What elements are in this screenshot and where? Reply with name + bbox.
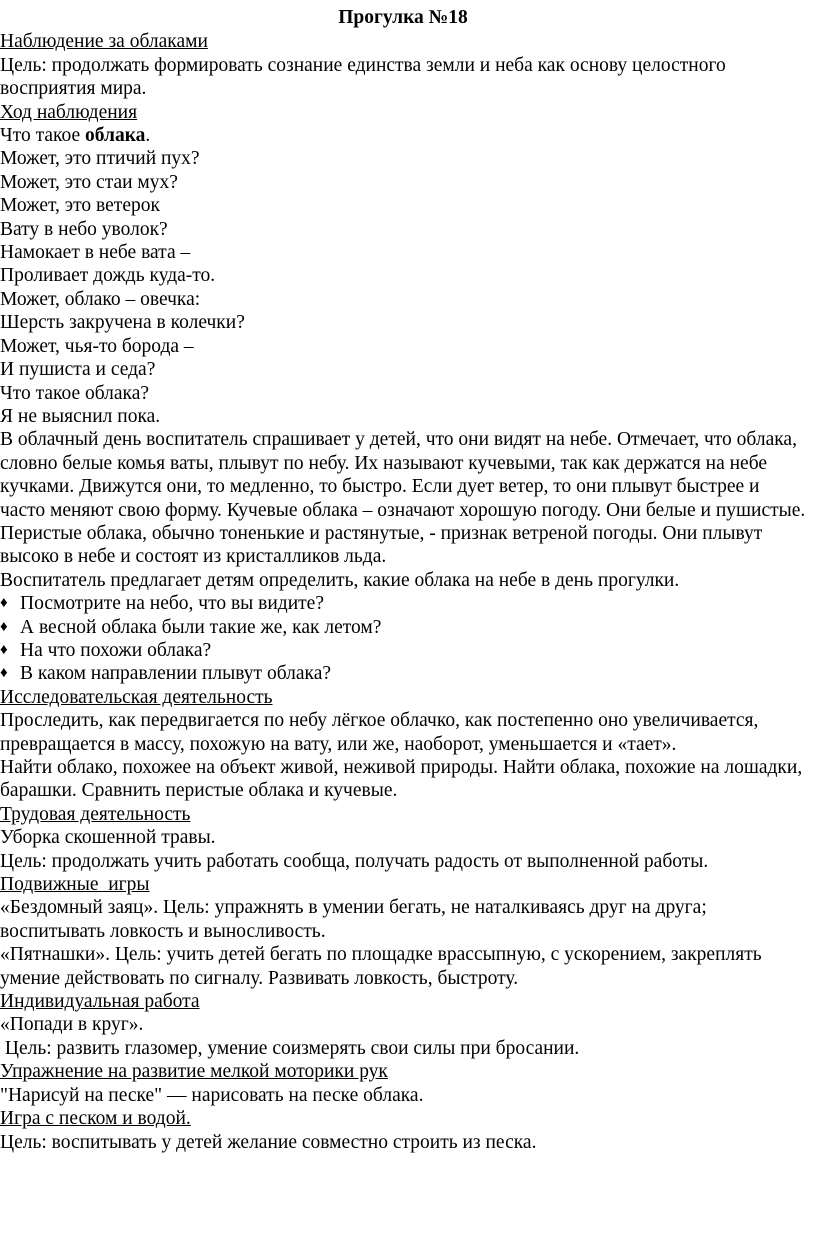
poem-line: Проливает дождь куда-то. xyxy=(0,265,216,287)
poem-line: Может, это стаи мух? xyxy=(0,171,178,193)
question-item xyxy=(0,639,806,662)
research-paragraph: Найти облако, похожее на объект живой, неживой природы. Найти облака, похожие на лошадки, барашки. Сравнить перистые облака и кучевые. xyxy=(0,757,803,802)
course-paragraph: Воспитатель предлагает детям определить, какие облака на небе в день прогулки. xyxy=(0,569,680,591)
section-heading-individual: Индивидуальная работа xyxy=(0,991,200,1013)
poem-line: Может, это ветерок xyxy=(0,195,160,217)
section-heading-research: Исследовательская деятельность xyxy=(0,686,273,708)
poem-line: Может, облако – овечка: xyxy=(0,288,201,310)
question-text: В каком направлении плывут облака? xyxy=(20,663,332,685)
research-paragraph: Проследить, как передвигается по небу лёгкое облачко, как постепенно оно увеличивается, превращается в массу, похожую на вату, или же, наоборот, уменьшается и «тает». xyxy=(0,710,759,755)
poem-line: Я не выяснил пока. xyxy=(0,405,161,427)
question-item xyxy=(0,662,806,685)
poem-first-prefix: Что такое xyxy=(0,125,85,147)
question-text: Посмотрите на небо, что вы видите? xyxy=(20,593,324,615)
question-text: На что похожи облака? xyxy=(20,639,212,661)
poem-first-bold: облака xyxy=(84,125,146,147)
page-title: Прогулка №18 xyxy=(338,7,468,28)
individual-line: «Попади в круг». xyxy=(0,1014,144,1036)
games-paragraph: «Пятнашки». Цель: учить детей бегать по площадке врассыпную, с ускорением, закреплять умение действовать по сигналу. Развивать ловкость, быстроту. xyxy=(0,944,762,989)
diamond-bullet-icon: ♦ xyxy=(0,665,8,682)
poem-line: Может, это птичий пух? xyxy=(0,148,200,170)
motor-line: "Нарисуй на песке" — нарисовать на песке облака. xyxy=(0,1084,424,1106)
games-paragraph: «Бездомный заяц». Цель: упражнять в умении бегать, не наталкиваясь друг на друга; воспитывать ловкость и выносливость. xyxy=(0,897,707,942)
observation-goal: Цель: продолжать формировать сознание единства земли и неба как основу целостного восприятия мира. xyxy=(0,54,726,100)
individual-line: Цель: развить глазомер, умение соизмерять свои силы при бросании. xyxy=(0,1037,580,1059)
poem-line: Намокает в небе вата – xyxy=(0,242,191,264)
poem-line: Может, чья-то борода – xyxy=(0,335,194,357)
sand-line: Цель: воспитывать у детей желание совместно строить из песка. xyxy=(0,1131,537,1153)
poem-line: И пушиста и седа? xyxy=(0,359,156,381)
poem-line: Вату в небо уволок? xyxy=(0,218,168,240)
question-item xyxy=(0,592,806,615)
poem-first-line xyxy=(0,124,806,147)
diamond-bullet-icon: ♦ xyxy=(0,595,8,612)
diamond-bullet-icon: ♦ xyxy=(0,641,8,658)
course-paragraph: В облачный день воспитатель спрашивает у детей, что они видят на небе. Отмечает, что облака, словно белые комья ваты, плывут по небу. Их называют кучевыми, так как держатся на небе кучками. Движутся они, то медленно, то быстро. Если дует ветер, то они плывут быстрее и часто меняют свою форму. Кучевые облака – означают хорошую погоду. Они белые и пушистые. xyxy=(0,429,806,521)
poem-first-suffix: . xyxy=(145,125,151,147)
section-heading-course: Ход наблюдения xyxy=(0,101,138,123)
section-heading-observation: Наблюдение за облаками xyxy=(0,31,208,53)
poem-line: Шерсть закручена в колечки? xyxy=(0,312,245,334)
question-text: А весной облака были такие же, как летом? xyxy=(20,616,382,638)
labor-line: Цель: продолжать учить работать сообща, получать радость от выполненной работы. xyxy=(0,850,709,872)
section-heading-games: Подвижные игры xyxy=(0,874,150,896)
question-item xyxy=(0,616,806,639)
course-paragraph: Перистые облака, обычно тоненькие и растянутые, - признак ветреной погоды. Они плывут высоко в небе и состоят из кристалликов льда. xyxy=(0,522,763,568)
diamond-bullet-icon: ♦ xyxy=(0,618,8,635)
section-heading-sand: Игра с песком и водой. xyxy=(0,1108,191,1130)
poem-line: Что такое облака? xyxy=(0,382,150,404)
section-heading-labor: Трудовая деятельность xyxy=(0,803,191,825)
section-heading-motor: Упражнение на развитие мелкой моторики рук xyxy=(0,1061,388,1083)
labor-line: Уборка скошенной травы. xyxy=(0,827,216,849)
